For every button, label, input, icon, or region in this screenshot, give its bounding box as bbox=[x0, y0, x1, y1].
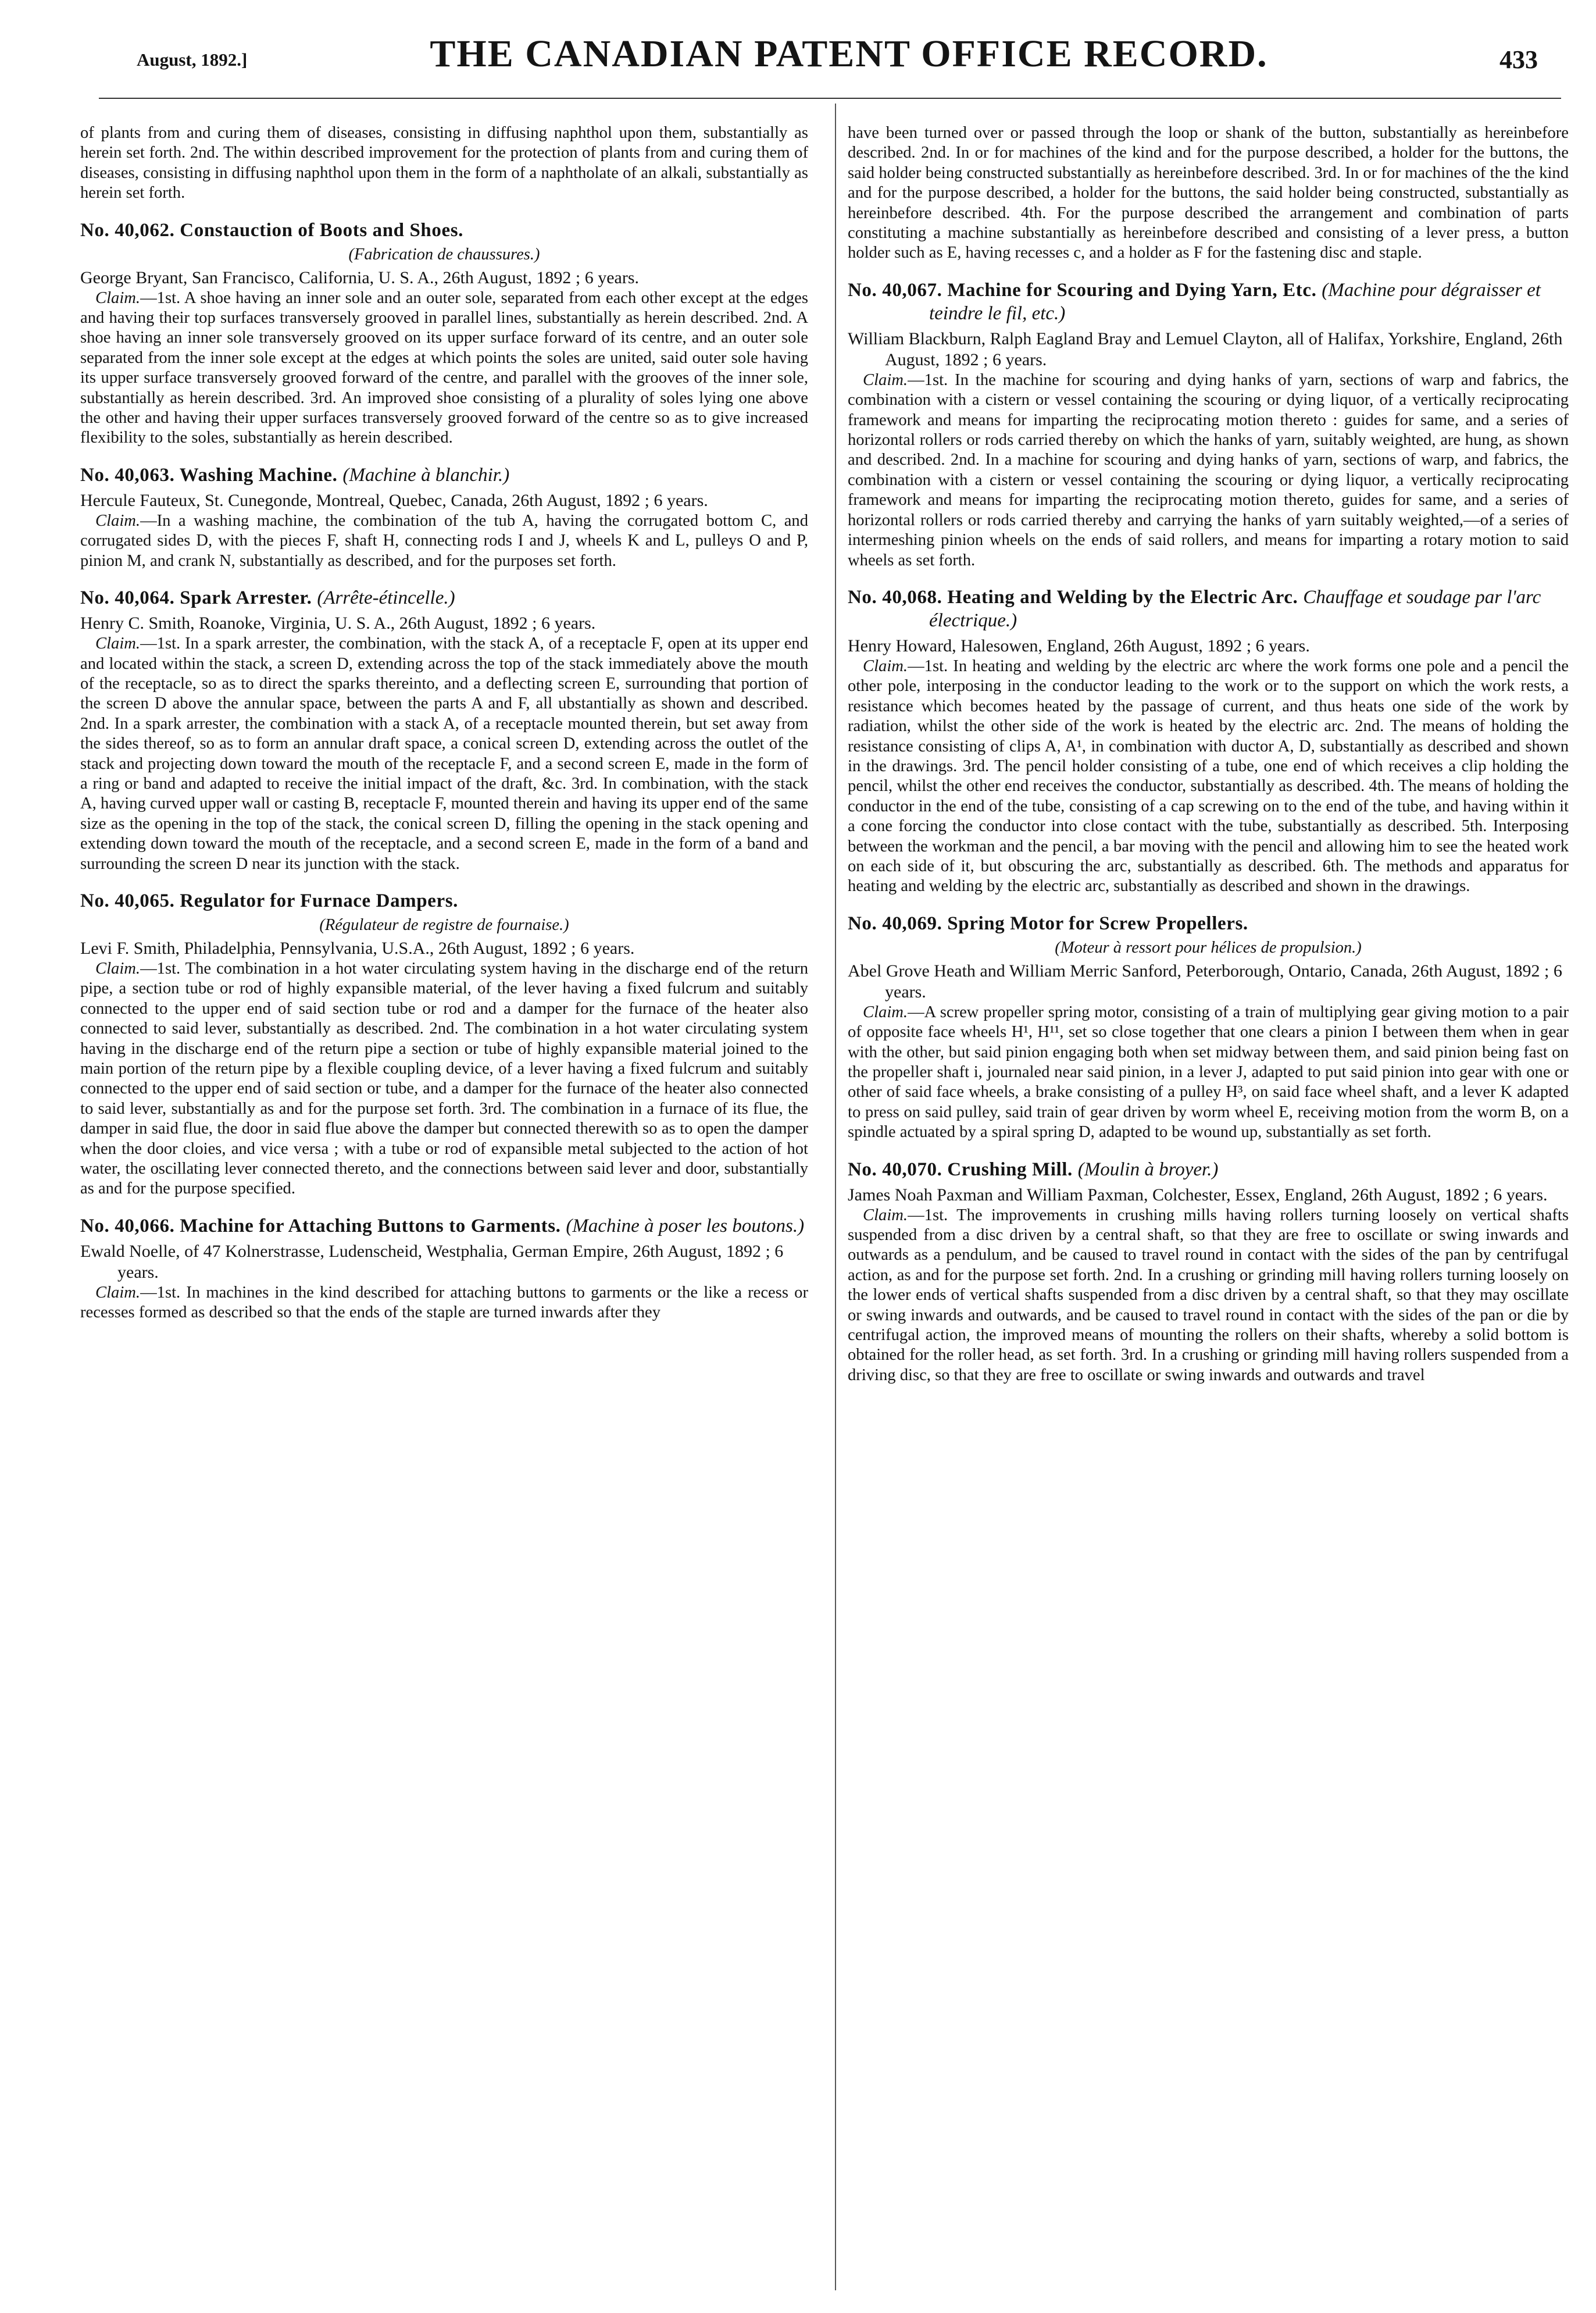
french-title: (Fabrication de chaussures.) bbox=[348, 245, 540, 263]
patent-heading bbox=[80, 464, 808, 487]
issue-date: August, 1892.] bbox=[137, 49, 248, 70]
continued-claim: have been turned over or passed through the loop or shank of the button, substantially as hereinbefore described. 2nd. In or for machines of the kind and for the purpose described, a holder for the buttons, the said holder being constructed substantially as hereinbefore described. 3rd. In or for machines of the the kind and for the purpose described, a holder for the buttons, the said holder being constructed, substantially as hereinbefore described. 4th. For the purpose described the arrangement and combination of parts constituting a machine substantially as hereinbefore described and consisting of a lever press, a button holder such as E, having recesses c, and a holder as F for the fastening disc and staple. bbox=[848, 124, 1569, 262]
claim-body: —1st. The combination in a hot water circulating system having in the discharge end of the return pipe, a section tube or rod of highly expansible material, of the lever having a fixed fulcrum and suitably connected to the upper end of said section tube or rod and a damper for the furnace of the heater also connected to said lever, substantially as described. 2nd. The combination in a hot water circulating system having in the discharge end of the return pipe a section or tube of highly expansible material joined to the main portion of the return pipe by a flexible coupling device, of a lever having a fixed fulcrum and suitably connected to the upper end of said section or tube, and a damper for the furnace of the heater also connected to said lever, substantially as and for the purpose set forth. 3rd. The combination in a furnace of its flue, the damper in said flue, the door in said flue above the damper but connected therewith so as to open the damper when the door cloies, and vice versa ; with a tube or rod of expansible metal subjected to the action of hot water, the oscillating lever connected thereto, and the connections between said lever and door, substantially as and for the purpose specified. bbox=[80, 959, 808, 1198]
patent-entry bbox=[80, 464, 808, 571]
french-title: (Moulin à broyer.) bbox=[1077, 1159, 1219, 1180]
inventor: William Blackburn, Ralph Eagland Bray and Lemuel Clayton, all of Halifax, Yorkshire, England, 26th August, 1892 ; 6 years. bbox=[848, 329, 1563, 369]
patent-heading bbox=[848, 586, 1569, 632]
patent-heading bbox=[848, 1158, 1569, 1181]
claim-body: —1st. A shoe having an inner sole and an outer sole, separated from each other except at the edges and having their top surfaces transversely grooved in parallel lines, substantially as herein described. 2nd. A shoe having an inner sole transversely grooved on its upper surface forward of its centre, and an outer sole separated from the inner sole except at the edges at which points the soles are united, said outer sole having its upper surface transversely grooved forward of the centre, and parallel with the grooves of the inner sole, substantially as herein described. 3rd. An improved shoe consisting of a plurality of soles lying one above the other and having their upper surfaces transversely grooved forward of the centre so as to give increased flexibility to the soles, substantially as herein described. bbox=[80, 288, 808, 447]
claim-body: —1st. In the machine for scouring and dying hanks of yarn, sections of warp and fabrics, the combination with a cistern or vessel containing the scouring or dying liquor, of a vertically reciprocating framework and means for imparting the reciprocating motion thereto : guides for same, and a series of horizontal rollers or rods carried thereby on which the hanks of yarn, suitably weighted, are hung, as shown and described. 2nd. In a machine for scouring and dying hanks of yarn, sections of warp, and fabrics, the combination with a cistern or vessel containing the scouring or dying liquor, a vertically reciprocating framework and means for imparting the reciprocating motion thereto, guides for same, and a series of horizontal rollers or rods carried thereby and carrying the hanks of yarn suitably weighted,—of a series of intermeshing pinion wheels on the ends of said rollers, and means for imparting a rotary motion to said wheels as set forth. bbox=[848, 370, 1569, 569]
patent-heading bbox=[848, 912, 1569, 935]
patent-number: No. 40,068. bbox=[848, 586, 942, 608]
french-title: (Arrête-étincelle.) bbox=[317, 587, 455, 609]
patent-title: Constauction of Boots and Shoes. bbox=[180, 219, 464, 241]
claim-text bbox=[848, 1206, 1569, 1386]
patent-entry bbox=[80, 219, 808, 448]
claim-text bbox=[80, 1283, 808, 1323]
patent-title: Washing Machine. bbox=[179, 464, 338, 486]
patent-entry bbox=[848, 586, 1569, 897]
patent-title: Spring Motor for Screw Propellers. bbox=[947, 913, 1248, 934]
right-column bbox=[848, 123, 1569, 2298]
claim-body: —1st. In heating and welding by the electric arc where the work forms one pole and a pencil the other pole, interposing in the conductor leading to the work or to the support on which the work rests, a resistance which becomes heated by the passage of current, and thus heats one side of the work by radiation, whilst the other side of the work is heated by the electric arc. 2nd. The means of holding the resistance consisting of clips A, A¹, in combination with ductor A, D, substantially as described and shown in the drawings. 3rd. The pencil holder consisting of a tube, one end of which receives a clip holding the pencil, whilst the other end receives the conductor, substantially as described. 4th. The means of holding the conductor in the end of the tube, consisting of a cap screwing on to the end of the tube, and having within it a cone forcing the conductor into close contact with the tube, substantially as described. 5th. Interposing between the workman and the pencil, a bar moving with the pencil and allowing him to see the heated work on each side of it, but obscuring the arc, substantially as described. 6th. The methods and apparatus for heating and welding by the electric arc, substantially as described and shown in the drawings. bbox=[848, 657, 1569, 896]
claim-text bbox=[80, 288, 808, 448]
claim-text bbox=[80, 511, 808, 571]
patent-entry bbox=[80, 889, 808, 1199]
patent-heading bbox=[80, 889, 808, 913]
inventor: Ewald Noelle, of 47 Kolnerstrasse, Ludenscheid, Westphalia, German Empire, 26th August, 1892 ; 6 years. bbox=[80, 1241, 784, 1282]
inventor: Hercule Fauteux, St. Cunegonde, Montreal, Quebec, Canada, 26th August, 1892 ; 6 years. bbox=[80, 490, 708, 510]
claim-body: —1st. The improvements in crushing mills having rollers turning loosely on vertical shafts suspended from a disc driven by a central shaft, so that they are free to oscillate or swing inwards and outwards as a pendulum, and be caused to travel round in contact with the sides of the pan by centrifugal action, as and for the purpose set forth. 2nd. In a crushing or grinding mill having rollers turning loosely on the lower ends of vertical shafts suspended from a disc driven by a central shaft, so that they may oscillate or swing inwards and outwards, and be caused to travel round in contact with the sides of the pan or die by centrifugal action, the improved means of mounting the rollers on their shafts, whereby a solid bottom is obtained for the roller head, as set forth. 3rd. In a crushing or grinding mill having rollers suspended from a driving disc, so that they are free to oscillate or swing inwards and outwards and travel bbox=[848, 1206, 1569, 1384]
claim-text bbox=[848, 1003, 1569, 1143]
french-title: (Moteur à ressort pour hélices de propulsion.) bbox=[1055, 938, 1362, 957]
claim-text bbox=[80, 634, 808, 874]
claim-label: Claim. bbox=[95, 288, 141, 307]
patent-heading bbox=[80, 1214, 808, 1238]
french-title: (Régulateur de registre de fournaise.) bbox=[319, 915, 569, 934]
patent-title: Heating and Welding by the Electric Arc. bbox=[947, 586, 1298, 608]
patent-number: No. 40,069. bbox=[848, 913, 942, 934]
french-title: (Machine à blanchir.) bbox=[342, 464, 510, 486]
left-column bbox=[80, 123, 808, 2298]
inventor: James Noah Paxman and William Paxman, Colchester, Essex, England, 26th August, 1892 ; 6 years. bbox=[848, 1185, 1548, 1204]
patent-title: Machine for Attaching Buttons to Garments. bbox=[180, 1215, 561, 1236]
publication-title: THE CANADIAN PATENT OFFICE RECORD. bbox=[430, 33, 1268, 75]
patent-title: Crushing Mill. bbox=[947, 1159, 1073, 1180]
claim-text bbox=[848, 657, 1569, 897]
patent-number: No. 40,070. bbox=[848, 1159, 942, 1180]
patent-entry bbox=[848, 912, 1569, 1143]
patent-entry bbox=[848, 279, 1569, 571]
patent-number: No. 40,062. bbox=[80, 219, 175, 241]
patent-title: Regulator for Furnace Dampers. bbox=[180, 890, 458, 911]
patent-title: Machine for Scouring and Dying Yarn, Etc. bbox=[947, 279, 1317, 301]
inventor: Henry C. Smith, Roanoke, Virginia, U. S. A., 26th August, 1892 ; 6 years. bbox=[80, 614, 596, 633]
claim-text bbox=[80, 959, 808, 1199]
header-rule bbox=[99, 98, 1561, 99]
patent-entry bbox=[848, 1158, 1569, 1386]
patent-number: No. 40,064. bbox=[80, 587, 175, 609]
french-title: (Machine pour dégraisser et teindre le fil, etc.) bbox=[929, 279, 1541, 324]
claim-body: —A screw propeller spring motor, consisting of a train of multiplying gear giving motion to a pair of opposite face wheels H¹, H¹¹, set so close together that one clears a pinion I between them when in gear with the other, but said pinion engaging both when set midway between them, and said pinion being fast on the propeller shaft i, journaled near said pinion, in a lever J, adapted to put said pinion into gear with one or other of said face wheels, a brake consisting of a pulley H³, on said face wheel shaft, and a lever K adapted to press on said pulley, said train of gear driven by worm wheel E, receiving motion from the worm B, on a spindle actuated by a spiral spring D, adapted to be wound up, substantially as set forth. bbox=[848, 1003, 1569, 1142]
claim-label: Claim. bbox=[95, 635, 141, 653]
patent-number: No. 40,065. bbox=[80, 890, 175, 911]
inventor: George Bryant, San Francisco, California, U. S. A., 26th August, 1892 ; 6 years. bbox=[80, 268, 639, 287]
patent-heading bbox=[80, 586, 808, 610]
page-number: 433 bbox=[1499, 45, 1538, 74]
claim-label: Claim. bbox=[95, 959, 141, 978]
patent-number: No. 40,066. bbox=[80, 1215, 175, 1236]
claim-label: Claim. bbox=[95, 511, 141, 530]
french-title: Chauffage et soudage par l'arc électrique.) bbox=[929, 586, 1541, 631]
patent-number: No. 40,063. bbox=[80, 464, 175, 486]
claim-body: —1st. In a spark arrester, the combination, with the stack A, of a receptacle F, open at its upper end and located within the stack, a screen D, extending across the top of the stack immediately above the mouth of the receptacle, so as to direct the sparks thereinto, and a deflecting screen E, surrounding that portion of the screen D above the annular space, between the parts A and F, all ubstantially as shown and described. 2nd. In a spark arrester, the combination with a stack A, of a receptacle mounted therein, but set away from the sides thereof, so as to form an annular draft space, a conical screen D, extending across the outlet of the stack and projecting down toward the mouth of the receptacle F, and a second screen E, made in the form of a ring or band and adapted to receive the initial impact of the draft, &c. 3rd. In combination, with the stack A, having curved upper wall or casting B, receptacle F, mounted therein and having its upper end of the same size as the opening in the top of the stack, the conical screen D, filling the opening in the stack opening and extending down toward the mouth of the receptacle, and a second screen E, made in the form of a band and surrounding the screen D near its junction with the stack. bbox=[80, 635, 808, 873]
claim-label: Claim. bbox=[863, 1206, 908, 1224]
patent-title: Spark Arrester. bbox=[180, 587, 312, 609]
french-title: (Machine à poser les boutons.) bbox=[566, 1215, 805, 1236]
patent-entry bbox=[80, 1214, 808, 1323]
page-header bbox=[137, 32, 1561, 96]
patent-heading bbox=[848, 279, 1569, 325]
claim-text bbox=[848, 370, 1569, 571]
claim-label: Claim. bbox=[863, 1003, 908, 1021]
claim-label: Claim. bbox=[95, 1283, 141, 1302]
inventor: Levi F. Smith, Philadelphia, Pennsylvania, U.S.A., 26th August, 1892 ; 6 years. bbox=[80, 938, 635, 958]
claim-label: Claim. bbox=[863, 370, 908, 389]
inventor: Abel Grove Heath and William Merric Sanford, Peterborough, Ontario, Canada, 26th August, 1892 ; 6 years. bbox=[848, 961, 1562, 1002]
claim-body: —In a washing machine, the combination of the tub A, having the corrugated bottom C, and corrugated sides D, with the pieces F, shaft H, connecting rods I and J, wheels K and L, pulleys O and P, pinion M, and crank N, substantially as described, and for the purposes set forth. bbox=[80, 511, 808, 570]
claim-body: —1st. In machines in the kind described for attaching buttons to garments or the like a recess or recesses formed as described so that the ends of the staple are turned inwards after they bbox=[80, 1283, 808, 1322]
patent-heading bbox=[80, 219, 808, 242]
column-divider bbox=[835, 104, 836, 2290]
continued-claim: of plants from and curing them of diseases, consisting in diffusing naphthol upon them, substantially as herein set forth. 2nd. The within described improvement for the protection of plants from and curing them of diseases, consisting in diffusing naphthol upon them in the form of a naphtholate of an alkali, substantially as herein set forth. bbox=[80, 124, 808, 202]
patent-entry bbox=[80, 586, 808, 874]
inventor: Henry Howard, Halesowen, England, 26th August, 1892 ; 6 years. bbox=[848, 636, 1310, 655]
claim-label: Claim. bbox=[863, 657, 908, 675]
patent-number: No. 40,067. bbox=[848, 279, 942, 301]
